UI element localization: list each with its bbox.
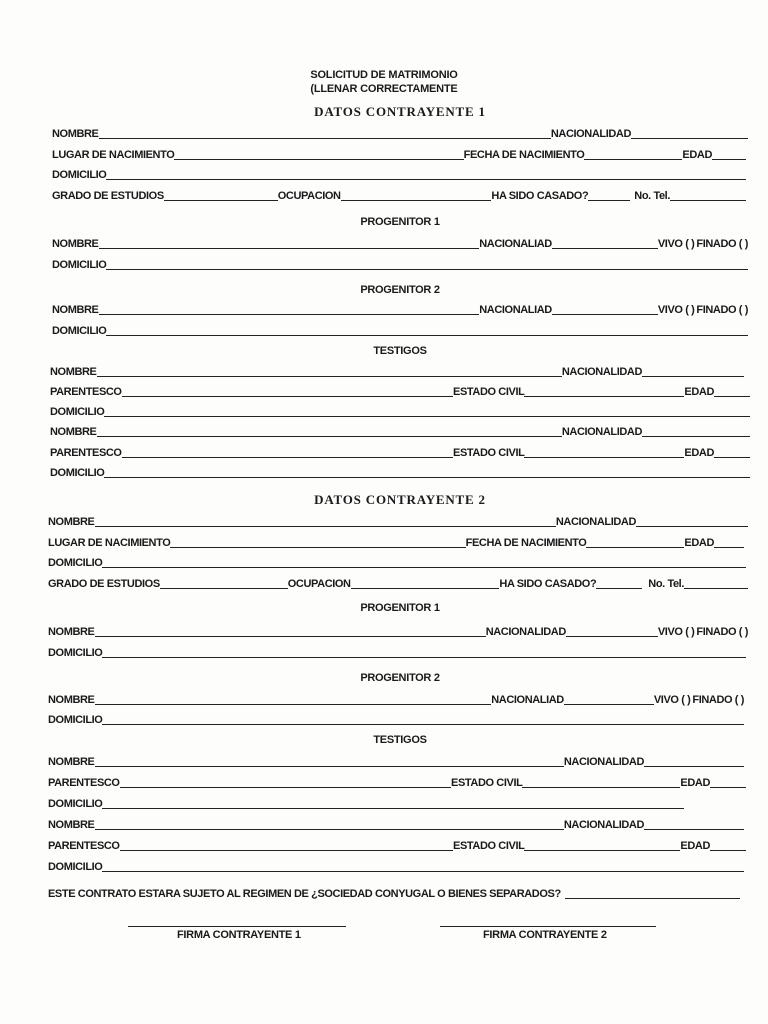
label-nacionalidad: NACIONALIDAD [550,128,631,140]
label-no-tel: No. Tel. [648,578,684,590]
label-estado-civil: ESTADO CIVIL [451,777,523,789]
label-ha-sido-casado: HA SIDO CASADO? [491,190,589,202]
c2-grado-estudios-field[interactable] [160,587,288,589]
regimen-answer-field[interactable] [565,897,740,899]
c1-nombre-field[interactable] [99,137,551,139]
label-parentesco: PARENTESCO [50,447,122,459]
c1-t1-parentesco-field[interactable] [122,395,453,397]
c2-lugar-nacimiento-field[interactable] [170,546,465,548]
c2-p2-nombre-field[interactable] [95,703,492,705]
label-nombre: NOMBRE [50,426,97,438]
label-ocupacion: OCUPACION [287,578,351,590]
c2-p2-domicilio-row [48,712,744,726]
c2-domicilio-field[interactable] [102,566,746,568]
c1-fecha-nacimiento-field[interactable] [584,158,682,160]
label-ocupacion: OCUPACION [277,190,341,202]
c2-t1-domicilio-field[interactable] [102,807,684,809]
firma-contrayente-1-line[interactable] [128,926,346,927]
c1-p2-domicilio-field[interactable] [106,334,748,336]
c1-t2-nacionalidad-field[interactable] [642,435,750,437]
label-nacionaliad: NACIONALIAD [491,694,564,706]
c1-nombre-row [52,126,748,140]
label-nombre: NOMBRE [48,626,95,638]
label-domicilio: DOMICILIO [48,557,103,569]
c2-nacionalidad-field[interactable] [636,525,748,527]
c2-p2-finado-checkbox[interactable]: FINADO ( ) [692,694,744,706]
c1-p1-domicilio-field[interactable] [106,268,748,270]
c1-p2-vivo-checkbox[interactable]: VIVO ( ) [657,304,695,316]
c2-t1-estado-civil-field[interactable] [522,786,680,788]
c1-t1-parentesco-row [50,384,750,398]
c2-t2-domicilio-row [48,859,744,873]
label-nombre: NOMBRE [48,516,95,528]
c1-t2-nombre-field[interactable] [97,435,562,437]
c2-p2-nombre-row [48,692,744,706]
label-lugar-nacimiento: LUGAR DE NACIMIENTO [48,537,171,549]
c2-nacimiento-row [48,535,744,549]
c2-p1-domicilio-row [48,645,746,659]
label-fecha-nacimiento: FECHA DE NACIMIENTO [463,149,585,161]
label-domicilio: DOMICILIO [48,861,103,873]
c2-p1-nombre-row [48,624,748,638]
label-lugar-nacimiento: LUGAR DE NACIMIENTO [52,149,175,161]
label-parentesco: PARENTESCO [48,840,120,852]
label-nacionaliad: NACIONALIAD [479,238,552,250]
c2-edad-field[interactable] [714,546,744,548]
c1-nacionalidad-field[interactable] [631,137,748,139]
c2-fecha-nacimiento-field[interactable] [586,546,684,548]
c2-t2-parentesco-field[interactable] [120,849,453,851]
c2-t1-nombre-row [48,754,744,768]
c2-p2-nacionalidad-field[interactable] [564,703,654,705]
c1-nacimiento-row [52,147,746,161]
regimen-question: ESTE CONTRATO ESTARA SUJETO AL REGIMEN DE ¿SOCIEDAD CONYUGAL O BIENES SEPARADOS? [48,888,561,900]
c2-p1-nacionalidad-field[interactable] [566,635,658,637]
c2-progenitor-2-heading: PROGENITOR 2 [360,672,440,684]
c1-t1-domicilio-field[interactable] [104,415,750,417]
c2-t2-parentesco-row [48,838,746,852]
label-nacionaliad: NACIONALIAD [479,304,552,316]
c2-p2-domicilio-field[interactable] [102,723,744,725]
label-domicilio: DOMICILIO [48,798,103,810]
form-title: SOLICITUD DE MATRIMONIO [310,69,458,81]
c2-t2-edad-field[interactable] [710,849,746,851]
c1-t1-edad-field[interactable] [714,395,750,397]
c1-progenitor-2-heading: PROGENITOR 2 [360,284,440,296]
label-edad: EDAD [684,447,714,459]
c1-p1-nombre-row [52,236,748,250]
c1-p2-domicilio-row [52,323,748,337]
c2-t2-estado-civil-field[interactable] [524,849,680,851]
label-nombre: NOMBRE [48,694,95,706]
c1-p2-nombre-row [52,302,748,316]
label-parentesco: PARENTESCO [48,777,120,789]
c2-no-tel-field[interactable] [684,587,748,589]
label-nombre: NOMBRE [52,128,99,140]
label-nombre: NOMBRE [50,366,97,378]
regimen-row [48,886,740,900]
c1-testigos-heading: TESTIGOS [373,345,427,357]
c1-p1-vivo-checkbox[interactable]: VIVO ( ) [657,238,695,250]
c1-p1-finado-checkbox[interactable]: FINADO ( ) [696,238,748,250]
c1-t1-nacionalidad-field[interactable] [642,375,744,377]
label-nombre: NOMBRE [48,756,95,768]
label-edad: EDAD [684,386,714,398]
c1-t2-estado-civil-field[interactable] [524,456,684,458]
label-estado-civil: ESTADO CIVIL [453,840,525,852]
label-nacionalidad: NACIONALIDAD [561,426,642,438]
label-estado-civil: ESTADO CIVIL [453,447,525,459]
label-edad: EDAD [680,777,710,789]
c2-t1-nombre-field[interactable] [95,765,564,767]
c1-t2-domicilio-field[interactable] [104,476,750,478]
c1-t2-parentesco-row [50,445,750,459]
label-no-tel: No. Tel. [634,190,670,202]
c2-t1-nacionalidad-field[interactable] [644,765,744,767]
label-parentesco: PARENTESCO [50,386,122,398]
c2-ocupacion-field[interactable] [351,587,500,589]
label-nacionalidad: NACIONALIDAD [561,366,642,378]
firma-contrayente-2-line[interactable] [440,926,656,927]
label-domicilio: DOMICILIO [52,325,107,337]
c1-no-tel-field[interactable] [670,199,746,201]
c1-t2-domicilio-row [50,465,750,479]
c2-p1-finado-checkbox[interactable]: FINADO ( ) [696,626,748,638]
c1-p1-nombre-field[interactable] [99,247,480,249]
c2-ha-sido-casado-field[interactable] [596,587,642,589]
c2-t1-parentesco-row [48,775,746,789]
firma-contrayente-2-label: FIRMA CONTRAYENTE 2 [483,929,607,941]
label-domicilio: DOMICILIO [48,714,103,726]
c1-grado-estudios-field[interactable] [164,199,278,201]
firma-contrayente-1-label: FIRMA CONTRAYENTE 1 [177,929,301,941]
c2-nombre-row [48,514,748,528]
label-edad: EDAD [680,840,710,852]
label-domicilio: DOMICILIO [50,467,105,479]
c1-t2-edad-field[interactable] [714,456,750,458]
c1-p2-finado-checkbox[interactable]: FINADO ( ) [696,304,748,316]
label-nacionalidad: NACIONALIDAD [563,819,644,831]
c1-domicilio-row [52,167,746,181]
c1-p1-domicilio-row [52,257,748,271]
c2-estudios-row [48,576,748,590]
c1-progenitor-1-heading: PROGENITOR 1 [360,216,440,228]
c2-p2-vivo-checkbox[interactable]: VIVO ( ) [653,694,691,706]
label-estado-civil: ESTADO CIVIL [453,386,525,398]
c2-nombre-field[interactable] [95,525,556,527]
c2-t1-parentesco-field[interactable] [120,786,451,788]
label-edad: EDAD [684,537,714,549]
label-grado-estudios: GRADO DE ESTUDIOS [52,190,164,202]
c1-edad-field[interactable] [712,158,746,160]
label-nacionalidad: NACIONALIDAD [555,516,636,528]
label-ha-sido-casado: HA SIDO CASADO? [499,578,597,590]
c2-t2-domicilio-field[interactable] [102,870,744,872]
c2-t2-nombre-field[interactable] [95,828,564,830]
c1-t1-domicilio-row [50,404,750,418]
section-contrayente-2: DATOS CONTRAYENTE 2 [314,492,486,507]
label-edad: EDAD [682,149,712,161]
c1-domicilio-field[interactable] [106,178,746,180]
c2-p1-vivo-checkbox[interactable]: VIVO ( ) [657,626,695,638]
label-nombre: NOMBRE [52,304,99,316]
label-nombre: NOMBRE [52,238,99,250]
c2-t1-edad-field[interactable] [710,786,746,788]
c1-t2-parentesco-field[interactable] [122,456,453,458]
label-nacionalidad: NACIONALIDAD [485,626,566,638]
c2-p1-nombre-field[interactable] [95,635,486,637]
label-nacionalidad: NACIONALIDAD [563,756,644,768]
c1-ha-sido-casado-field[interactable] [588,199,630,201]
label-domicilio: DOMICILIO [52,169,107,181]
c2-t1-domicilio-row [48,796,684,810]
c1-p2-nacionalidad-field[interactable] [552,313,658,315]
label-fecha-nacimiento: FECHA DE NACIMIENTO [465,537,587,549]
c2-t2-nombre-row [48,817,744,831]
c1-lugar-nacimiento-field[interactable] [174,158,463,160]
c1-t1-nombre-field[interactable] [97,375,562,377]
section-contrayente-1: DATOS CONTRAYENTE 1 [314,104,486,119]
c1-p2-nombre-field[interactable] [99,313,480,315]
c1-p1-nacionalidad-field[interactable] [552,247,658,249]
c2-p1-domicilio-field[interactable] [102,656,746,658]
label-grado-estudios: GRADO DE ESTUDIOS [48,578,160,590]
c1-t1-estado-civil-field[interactable] [524,395,684,397]
c1-t2-nombre-row [50,424,750,438]
form-subtitle: (LLENAR CORRECTAMENTE [310,83,458,95]
c1-estudios-row [52,188,746,202]
label-domicilio: DOMICILIO [48,647,103,659]
label-domicilio: DOMICILIO [50,406,105,418]
label-domicilio: DOMICILIO [52,259,107,271]
c1-ocupacion-field[interactable] [341,199,492,201]
c2-t2-nacionalidad-field[interactable] [644,828,744,830]
c2-progenitor-1-heading: PROGENITOR 1 [360,602,440,614]
c2-domicilio-row [48,555,746,569]
label-nombre: NOMBRE [48,819,95,831]
c2-testigos-heading: TESTIGOS [373,734,427,746]
c1-t1-nombre-row [50,364,744,378]
